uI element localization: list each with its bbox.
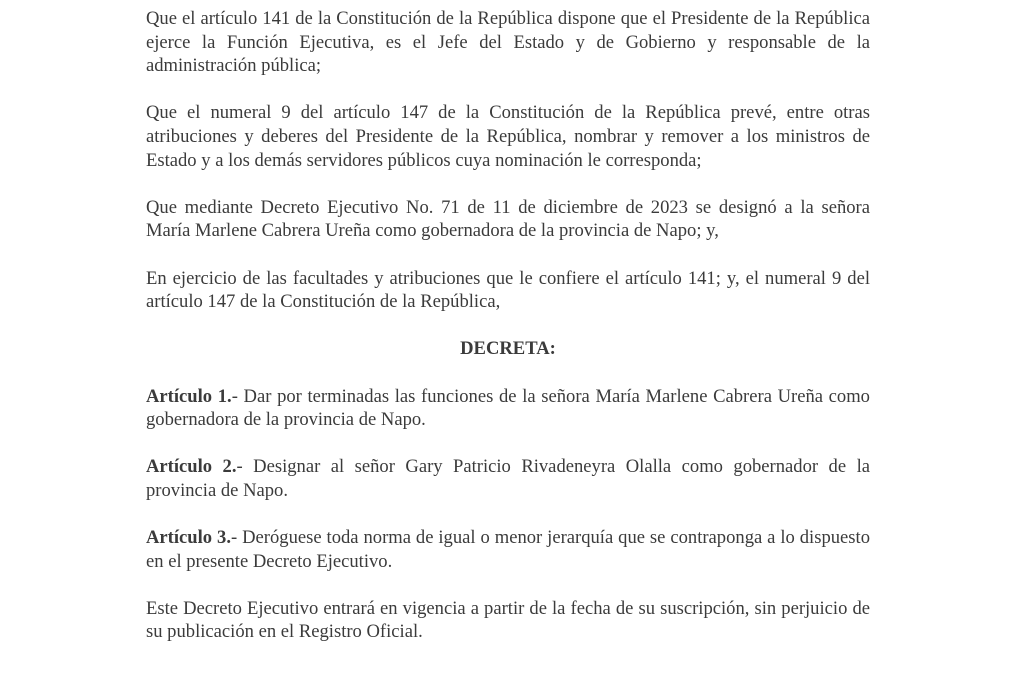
en-ejercicio-paragraph: En ejercicio de las facultades y atribuciones que le confiere el artículo 141; y, el numeral 9 del artículo 147 de la Constitución de la República, xyxy=(146,267,870,313)
article-3 xyxy=(146,526,870,573)
article-1 xyxy=(146,385,870,432)
article-2-text: - Designar al señor Gary Patricio Rivadeneyra Olalla como gobernador de la provincia de Napo. xyxy=(146,456,870,501)
article-2 xyxy=(146,455,870,502)
considerando-paragraph-2: Que el numeral 9 del artículo 147 de la Constitución de la República prevé, entre otras atribuciones y deberes del Presidente de la República, nombrar y remover a los ministros de Estado y a los demás servidores públicos cuya nominación le corresponda; xyxy=(146,102,870,171)
document-body xyxy=(146,7,870,676)
considerando-paragraph-3: Que mediante Decreto Ejecutivo No. 71 de 11 de diciembre de 2023 se designó a la señora María Marlene Cabrera Ureña como gobernadora de la provincia de Napo; y, xyxy=(146,196,870,242)
article-2-label: Artículo 2. xyxy=(146,456,237,478)
article-1-label: Artículo 1. xyxy=(146,385,232,407)
article-3-label: Artículo 3. xyxy=(146,527,231,549)
article-3-text: - Deróguese toda norma de igual o menor jerarquía que se contraponga a lo dispuesto en el presente Decreto Ejecutivo. xyxy=(146,527,870,572)
article-1-text: - Dar por terminadas las funciones de la señora María Marlene Cabrera Ureña como gobernadora de la provincia de Napo. xyxy=(146,385,870,431)
considerando-paragraph-1: Que el artículo 141 de la Constitución de la República dispone que el Presidente de la República ejerce la Función Ejecutiva, es el Jefe del Estado y de Gobierno y responsable de la administración pública; xyxy=(146,8,870,77)
cutoff-text-line xyxy=(146,668,870,676)
decreta-heading: DECRETA: xyxy=(460,338,556,360)
closing-paragraph: Este Decreto Ejecutivo entrará en vigencia a partir de la fecha de su suscripción, sin perjuicio de su publicación en el Registro Oficial. xyxy=(146,597,870,643)
